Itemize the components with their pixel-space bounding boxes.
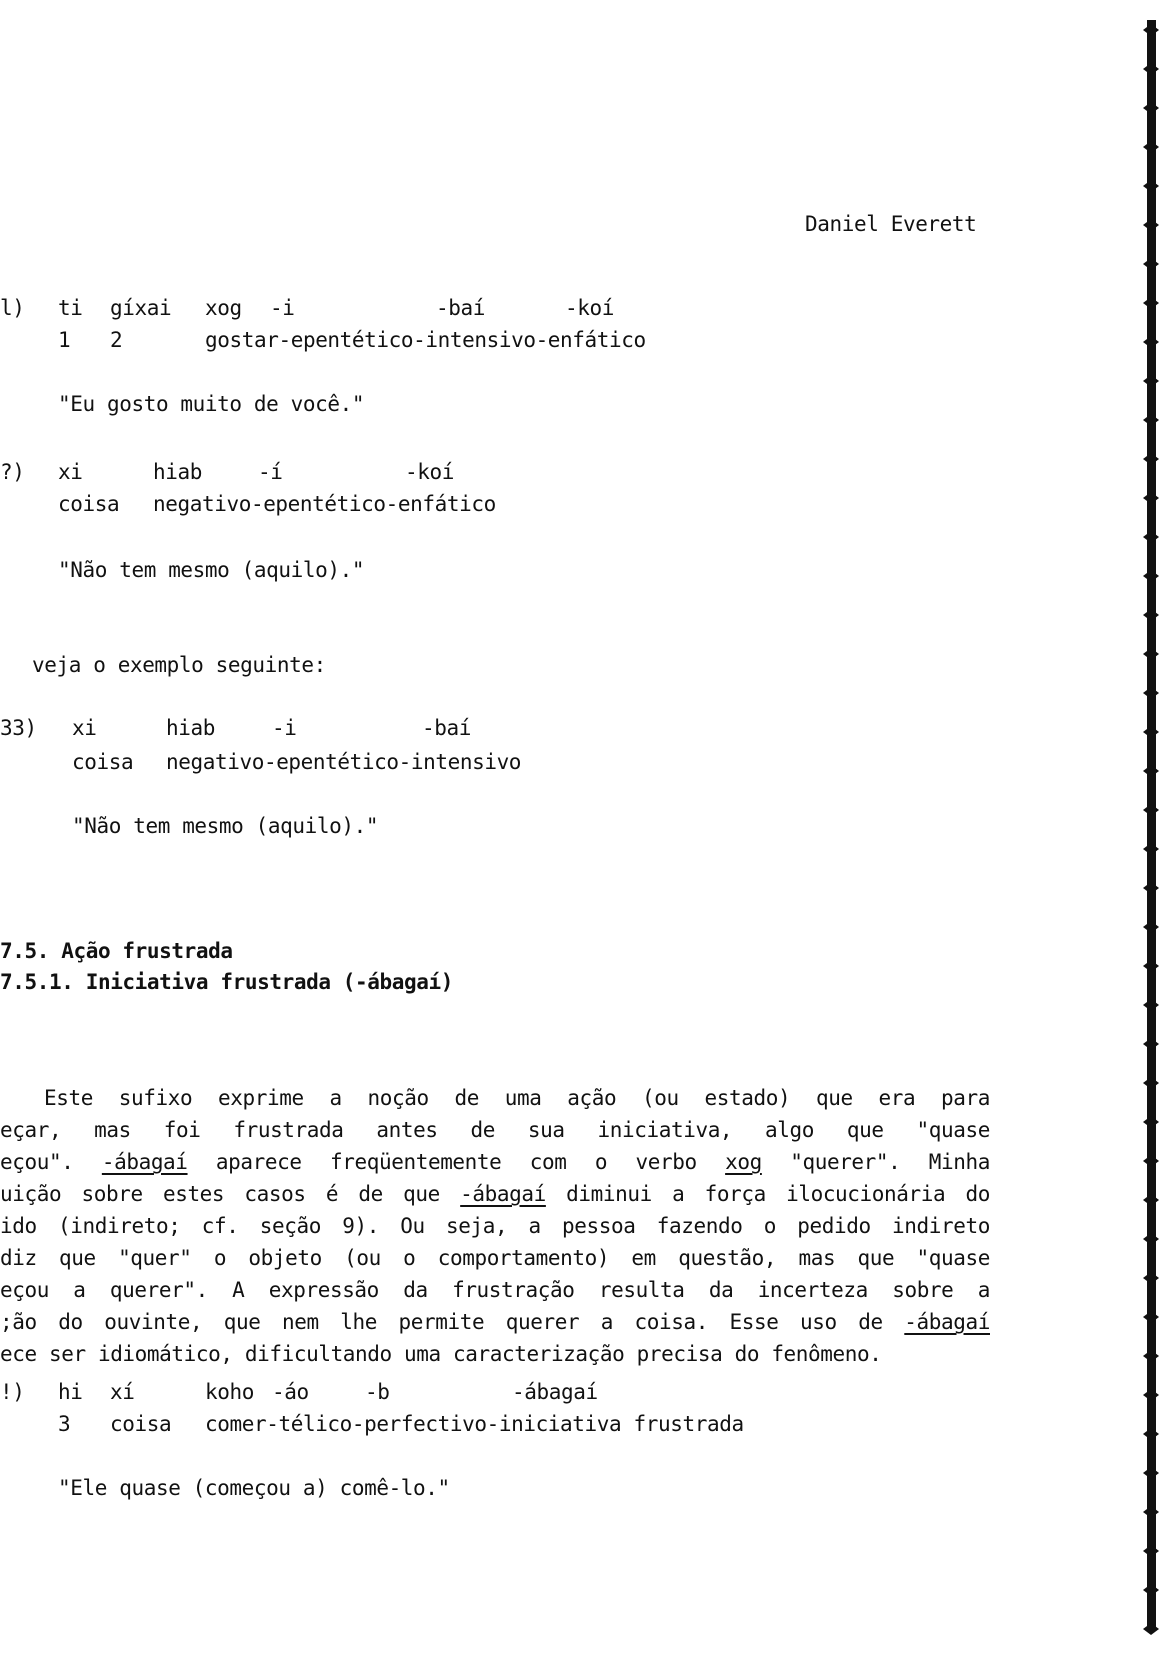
- paragraph-line: Este sufixo exprime a noção de uma ação (ou estado) que era para: [44, 1086, 990, 1110]
- gloss-word: xi: [72, 716, 97, 740]
- spine-tick: [1143, 1467, 1159, 1479]
- example-number: l): [0, 296, 25, 320]
- gloss-morpheme: 1: [58, 328, 71, 352]
- spine-tick: [1143, 492, 1159, 504]
- gloss-word: gíxai: [110, 296, 172, 320]
- free-translation: "Ele quase (começou a) comê-lo.": [58, 1476, 450, 1500]
- paragraph-line: ido (indireto; cf. seção 9). Ou seja, a pessoa fazendo o pedido indireto: [0, 1214, 990, 1238]
- gloss-morpheme: negativo-epentético-enfático: [153, 492, 496, 516]
- spine-tick: [1143, 1038, 1159, 1050]
- paragraph-line: uição sobre estes casos é de que -ábagaí diminui a força ilocucionária do: [0, 1182, 990, 1206]
- gloss-morpheme: negativo-epentético-intensivo: [166, 750, 522, 774]
- underlined-term: -ábagaí: [904, 1310, 990, 1334]
- gloss-morpheme: coisa: [110, 1412, 172, 1436]
- spine-tick: [1143, 24, 1159, 36]
- spine-tick: [1143, 1350, 1159, 1362]
- example-number: !): [0, 1380, 25, 1404]
- running-header-author: Daniel Everett: [805, 212, 977, 236]
- paragraph-line: eçou a querer". A expressão da frustração resulta da incerteza sobre a: [0, 1278, 990, 1302]
- gloss-word: hi: [58, 1380, 83, 1404]
- gloss-word: -baí: [436, 296, 485, 320]
- spine-ticks: [1109, 0, 1169, 1653]
- underlined-term: xog: [725, 1150, 762, 1174]
- gloss-word: -áo: [272, 1380, 309, 1404]
- spine-tick: [1143, 63, 1159, 75]
- gloss-word: -baí: [422, 716, 471, 740]
- subsection-heading: 7.5.1. Iniciativa frustrada (-ábagaí): [0, 970, 453, 994]
- spine-tick: [1143, 1311, 1159, 1323]
- spine-tick: [1143, 102, 1159, 114]
- gloss-morpheme: coisa: [72, 750, 134, 774]
- gloss-word: koho: [205, 1380, 254, 1404]
- spine-tick: [1143, 1272, 1159, 1284]
- spine-tick: [1143, 609, 1159, 621]
- gloss-word: xog: [205, 296, 242, 320]
- gloss-word: -ábagaí: [512, 1380, 598, 1404]
- spine-tick: [1143, 1116, 1159, 1128]
- section-heading: 7.5. Ação frustrada: [0, 939, 233, 963]
- gloss-word: hiab: [166, 716, 215, 740]
- gloss-word: -i: [272, 716, 297, 740]
- spine-tick: [1143, 531, 1159, 543]
- free-translation: "Não tem mesmo (aquilo).": [58, 558, 365, 582]
- spine-tick: [1143, 414, 1159, 426]
- spine-tick: [1143, 375, 1159, 387]
- gloss-word: -koí: [565, 296, 614, 320]
- gloss-morpheme: 2: [110, 328, 123, 352]
- gloss-word: ti: [58, 296, 83, 320]
- paragraph-line: ;ão do ouvinte, que nem lhe permite querer a coisa. Esse uso de -ábagaí: [0, 1310, 990, 1334]
- spine-tick: [1143, 1545, 1159, 1557]
- intro-text: veja o exemplo seguinte:: [32, 653, 326, 677]
- example-number: ?): [0, 460, 25, 484]
- paragraph-line: ece ser idiomático, dificultando uma caracterização precisa do fenômeno.: [0, 1342, 882, 1366]
- spine-tick: [1143, 219, 1159, 231]
- spine-tick: [1143, 687, 1159, 699]
- spine-tick: [1143, 648, 1159, 660]
- spine-tick: [1143, 1233, 1159, 1245]
- spine-tick: [1143, 960, 1159, 972]
- spine-tick: [1143, 726, 1159, 738]
- spine-tick: [1143, 297, 1159, 309]
- spine-tick: [1143, 1623, 1159, 1635]
- gloss-word: -í: [258, 460, 283, 484]
- gloss-morpheme: gostar-epentético-intensivo-enfático: [205, 328, 646, 352]
- spine-tick: [1143, 999, 1159, 1011]
- paragraph-line: eçar, mas foi frustrada antes de sua iniciativa, algo que "quase: [0, 1118, 990, 1142]
- gloss-morpheme: comer-télico-perfectivo-iniciativa frustrada: [205, 1412, 744, 1436]
- spine-tick: [1143, 1155, 1159, 1167]
- underlined-term: -ábagaí: [101, 1150, 188, 1174]
- gloss-word: -b: [365, 1380, 390, 1404]
- spine-tick: [1143, 141, 1159, 153]
- spine-tick: [1143, 1389, 1159, 1401]
- spine-tick: [1143, 258, 1159, 270]
- gloss-morpheme: 3: [58, 1412, 71, 1436]
- spine-tick: [1143, 336, 1159, 348]
- gloss-word: -koí: [405, 460, 454, 484]
- gloss-word: -i: [270, 296, 295, 320]
- gloss-word: xi: [58, 460, 83, 484]
- underlined-term: -ábagaí: [460, 1182, 546, 1206]
- spine-tick: [1143, 843, 1159, 855]
- spine-tick: [1143, 882, 1159, 894]
- spine-tick: [1143, 1077, 1159, 1089]
- paragraph-line: diz que "quer" o objeto (ou o comportamento) em questão, mas que "quase: [0, 1246, 990, 1270]
- spine-tick: [1143, 1428, 1159, 1440]
- free-translation: "Eu gosto muito de você.": [58, 392, 365, 416]
- gloss-morpheme: coisa: [58, 492, 120, 516]
- gloss-word: xí: [110, 1380, 135, 1404]
- spine-tick: [1143, 570, 1159, 582]
- spine-tick: [1143, 180, 1159, 192]
- binding-spine: [1109, 0, 1169, 1653]
- spine-tick: [1143, 1584, 1159, 1596]
- paragraph-line: eçou". -ábagaí aparece freqüentemente com o verbo xog "querer". Minha: [0, 1150, 991, 1174]
- example-number: 33): [0, 716, 37, 740]
- spine-tick: [1143, 1506, 1159, 1518]
- spine-tick: [1143, 765, 1159, 777]
- spine-tick: [1143, 453, 1159, 465]
- spine-tick: [1143, 1194, 1159, 1206]
- spine-tick: [1143, 804, 1159, 816]
- free-translation: "Não tem mesmo (aquilo).": [72, 814, 379, 838]
- spine-tick: [1143, 921, 1159, 933]
- gloss-word: hiab: [153, 460, 202, 484]
